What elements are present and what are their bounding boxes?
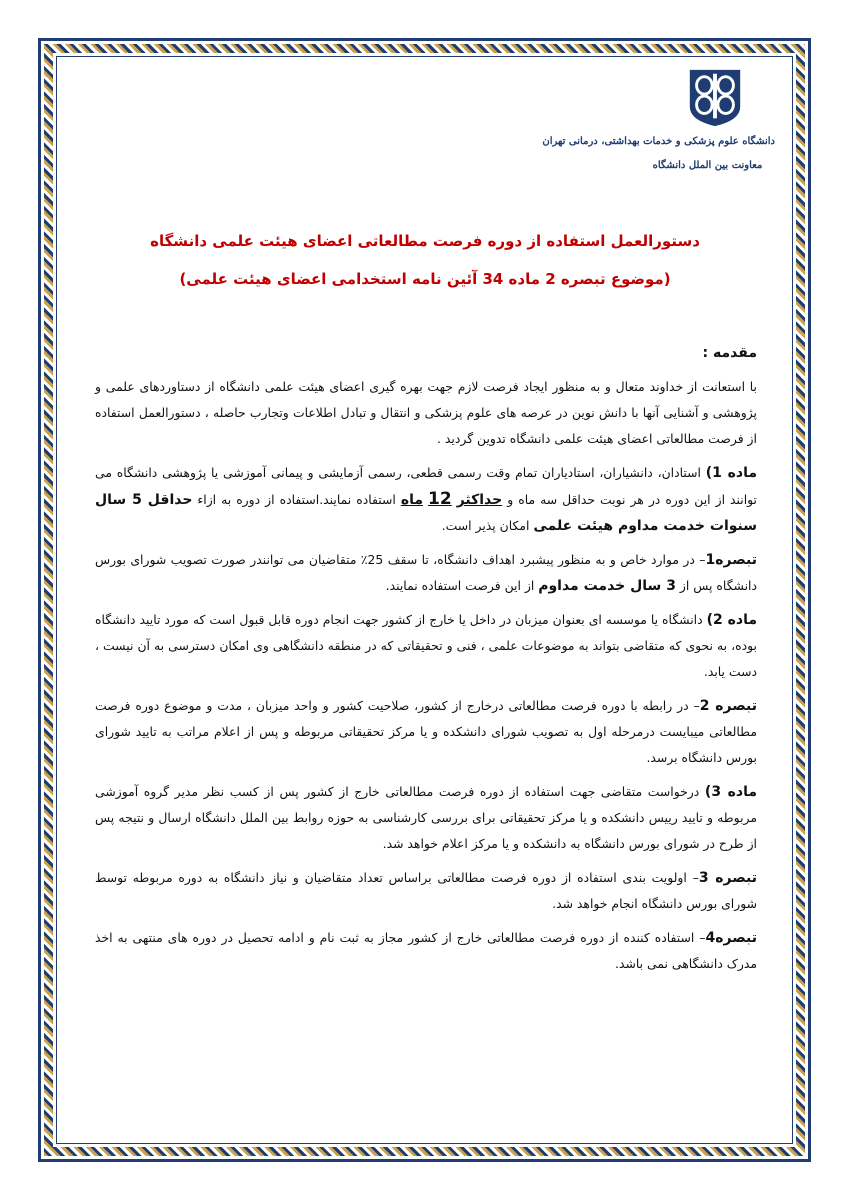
note-1-label: تبصره1 xyxy=(705,552,758,568)
note-1 xyxy=(95,547,757,599)
intro-heading: مقدمه : xyxy=(702,345,757,361)
article-1-max-value: 12 xyxy=(428,489,452,509)
article-1-text-b: استفاده نمایند.استفاده از دوره به ازاء xyxy=(192,492,401,507)
department-name: معاونت بین الملل دانشگاه xyxy=(652,160,763,171)
article-1 xyxy=(95,460,757,539)
note-4-label: تبصره4 xyxy=(705,930,757,946)
note-3-text: – اولویت بندی استفاده از دوره فرصت مطالعاتی براساس تعداد متقاضیان و نیاز دانشگاه به دوره مربوطه توسط شورای بورس دانشگاه انجام خواهد شد. xyxy=(95,870,757,911)
article-1-text-a: استادان، دانشیاران، استادیاران تمام وقت رسمی قطعی، رسمی آزمایشی و پیمانی آموزشی یا پژوهشی دانشگاه می توانند از این دوره در هر نوبت حداقل سه ماه و xyxy=(95,465,758,507)
university-name: دانشگاه علوم پزشکی و خدمات بهداشتی، درمانی تهران xyxy=(542,136,775,147)
university-emblem-icon xyxy=(684,66,746,128)
note-1-text-b: از این فرصت استفاده نمایند. xyxy=(385,578,539,593)
article-1-label: ماده 1) xyxy=(705,465,758,481)
note-1-text-a: – در موارد خاص و به منظور پیشبرد اهداف دانشگاه، تا سقف 25٪ متقاضیان می توانندر صورت تصویب شورای بورس دانشگاه پس از xyxy=(95,552,757,593)
note-4 xyxy=(95,925,757,977)
document-title: دستورالعمل استفاده از دوره فرصت مطالعاتی اعضای هیئت علمی دانشگاه xyxy=(150,232,700,250)
note-3-label: تبصره 3 xyxy=(698,870,757,886)
note-2-text: – در رابطه با دوره فرصت مطالعاتی درخارج از کشور، صلاحیت کشور و واحد میزبان ، مدت و موضوع دوره فرصت مطالعاتی میبایست درمرحله اول به تصویب شورای دانشکده و یا مرکز تحقیقاتی مربوطه و پس از اعلام مراتب به تایید شورای بورس دانشگاه برسد. xyxy=(95,698,757,765)
article-1-max-unit: ماه xyxy=(400,492,424,508)
note-2 xyxy=(95,693,757,771)
article-1-max-label: حداکثر xyxy=(456,492,503,508)
article-1-text-c: امکان پذیر است. xyxy=(441,518,534,533)
document-body xyxy=(95,340,757,985)
note-3 xyxy=(95,865,757,917)
note-1-service: 3 سال خدمت مداوم xyxy=(538,578,676,594)
article-3-label: ماده 3) xyxy=(704,784,757,800)
article-1-service: حداقل 5 سال سنوات خدمت مداوم هیئت علمی xyxy=(95,492,757,534)
note-2-label: تبصره 2 xyxy=(699,698,757,714)
article-2-label: ماده 2) xyxy=(706,612,757,628)
article-3-text: درخواست متقاضی جهت استفاده از دوره فرصت مطالعاتی خارج از کشور پس از کسب نظر مدیر گروه آموزشی مربوطه و تایید رییس دانشکده و یا مرکز تحقیقاتی برای بررسی کارشناسی به حوزه روابط بین الملل دانشگاه ارسال و نتیجه پس از طرح در شورای بورس دانشگاه به دانشکده و یا مرکز اعلام خواهد شد. xyxy=(95,784,757,851)
note-4-text: – استفاده کننده از دوره فرصت مطالعاتی خارج از کشور مجاز به ثبت نام و ادامه تحصیل در دوره های منتهی به اخذ مدرک دانشگاهی نمی باشد. xyxy=(95,930,757,971)
document-subtitle: (موضوع تبصره 2 ماده 34 آئین نامه استخدامی اعضای هیئت علمی) xyxy=(179,270,671,288)
article-2 xyxy=(95,607,757,685)
article-3 xyxy=(95,779,757,857)
intro-paragraph: با استعانت از خداوند متعال و به منظور ایجاد فرصت لازم جهت بهره گیری اعضای هیئت علمی دانشگاه از دستاوردهای علمی و پژوهشی و آشنایی آنها با دانش نوین در عرصه های علوم پزشکی و انتقال و تبادل اطلاعات وتجارب حاصله ، دستورالعمل استفاده از فرصت مطالعاتی اعضای هیئت علمی دانشگاه تدوین گردید . xyxy=(95,379,757,446)
article-2-text: دانشگاه یا موسسه ای بعنوان میزبان در داخل یا خارج از کشور جهت انجام دوره قابل قبول است که مورد تایید دانشگاه بوده، به نحوی که متقاضی بتواند به موضوعات علمی ، فنی و تحقیقاتی که در منطقه دانشگاهی وی امکان دسترسی به آن نیست ، دست یابد. xyxy=(95,612,757,679)
